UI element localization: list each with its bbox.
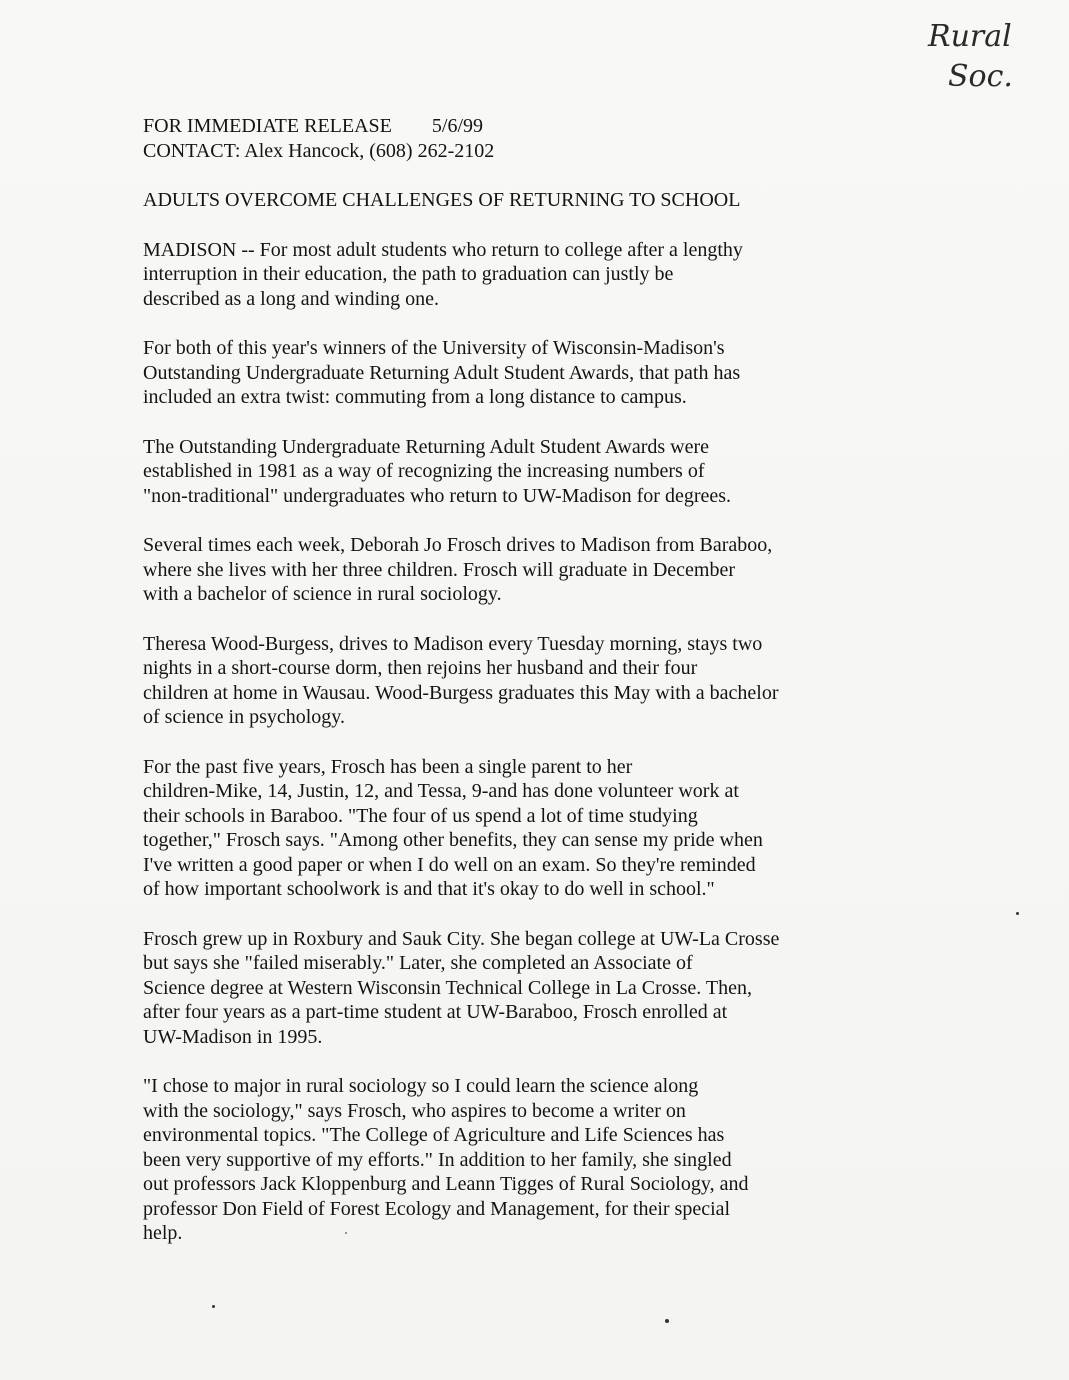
release-header bbox=[143, 114, 843, 163]
text-line: children at home in Wausau. Wood-Burgess graduates this May with a bachelor bbox=[143, 681, 779, 704]
text-line: For both of this year's winners of the University of Wisconsin-Madison's bbox=[143, 337, 725, 359]
release-label: FOR IMMEDIATE RELEASE bbox=[143, 115, 392, 137]
scan-speck bbox=[1016, 912, 1019, 915]
text-line: Theresa Wood-Burgess, drives to Madison every Tuesday morning, stays two bbox=[143, 632, 763, 655]
text-line: Frosch grew up in Roxbury and Sauk City. She began college at UW-La Crosse bbox=[143, 927, 780, 950]
text-line: I've written a good paper or when I do well on an exam. So they're reminded bbox=[143, 853, 756, 876]
release-line bbox=[143, 114, 843, 139]
text-line: after four years as a part-time student at UW-Baraboo, Frosch enrolled at bbox=[143, 1001, 728, 1023]
scan-speck bbox=[665, 1319, 669, 1323]
text-line: UW-Madison in 1995. bbox=[143, 1025, 323, 1048]
text-line: of science in psychology. bbox=[143, 706, 345, 728]
text-line: The Outstanding Undergraduate Returning Adult Student Awards were bbox=[143, 435, 710, 458]
text-line: environmental topics. "The College of Agriculture and Life Sciences has bbox=[143, 1124, 725, 1146]
text-line: MADISON -- For most adult students who return to college after a lengthy bbox=[143, 238, 743, 261]
text-line: their schools in Baraboo. "The four of us spend a lot of time studying bbox=[143, 804, 698, 827]
scan-speck bbox=[345, 1232, 347, 1234]
text-line: together," Frosch says. "Among other benefits, they can sense my pride when bbox=[143, 829, 763, 851]
text-line: For the past five years, Frosch has been a single parent to her bbox=[143, 755, 633, 778]
text-line: nights in a short-course dorm, then rejoins her husband and their four bbox=[143, 657, 698, 679]
headline: ADULTS OVERCOME CHALLENGES OF RETURNING TO SCHOOL bbox=[143, 189, 741, 211]
paragraph-4 bbox=[143, 533, 843, 607]
paragraph-3 bbox=[143, 435, 843, 509]
text-line: where she lives with her three children. Frosch will graduate in December bbox=[143, 558, 736, 581]
paragraph-8 bbox=[143, 1074, 843, 1246]
press-release-body bbox=[143, 114, 843, 1271]
text-line: with a bachelor of science in rural sociology. bbox=[143, 583, 502, 605]
text-line: out professors Jack Kloppenburg and Leann Tigges of Rural Sociology, and bbox=[143, 1173, 749, 1195]
text-line: Outstanding Undergraduate Returning Adult Student Awards, that path has bbox=[143, 361, 741, 384]
paragraph-1 bbox=[143, 238, 843, 312]
text-line: professor Don Field of Forest Ecology and Management, for their special bbox=[143, 1197, 731, 1220]
text-line: with the sociology," says Frosch, who aspires to become a writer on bbox=[143, 1099, 686, 1122]
handwritten-annotation-drawing bbox=[918, 14, 1048, 104]
paragraph-6 bbox=[143, 755, 843, 902]
text-line: "non-traditional" undergraduates who return to UW-Madison for degrees. bbox=[143, 484, 732, 507]
paragraph-2 bbox=[143, 336, 843, 410]
text-line: included an extra twist: commuting from a long distance to campus. bbox=[143, 386, 687, 408]
text-line: established in 1981 as a way of recognizing the increasing numbers of bbox=[143, 460, 705, 482]
scan-speck bbox=[212, 1305, 215, 1308]
paragraph-7 bbox=[143, 927, 843, 1050]
text-line: children-Mike, 14, Justin, 12, and Tessa, 9-and has done volunteer work at bbox=[143, 780, 739, 802]
text-line: been very supportive of my efforts." In addition to her family, she singled bbox=[143, 1148, 732, 1171]
text-line: "I chose to major in rural sociology so I could learn the science along bbox=[143, 1075, 699, 1097]
text-line: interruption in their education, the path to graduation can justly be bbox=[143, 263, 674, 285]
text-line: Science degree at Western Wisconsin Technical College in La Crosse. Then, bbox=[143, 976, 752, 999]
release-date: 5/6/99 bbox=[431, 115, 484, 137]
text-line: but says she "failed miserably." Later, she completed an Associate of bbox=[143, 952, 693, 974]
annotation-line-2: Soc. bbox=[948, 59, 1013, 94]
paragraph-5 bbox=[143, 632, 843, 730]
text-line: of how important schoolwork is and that it's okay to do well in school." bbox=[143, 878, 715, 900]
text-line: described as a long and winding one. bbox=[143, 287, 440, 310]
text-line: help. bbox=[143, 1222, 183, 1244]
text-line: Several times each week, Deborah Jo Frosch drives to Madison from Baraboo, bbox=[143, 534, 773, 556]
handwritten-annotation bbox=[918, 14, 1048, 104]
annotation-line-1: Rural bbox=[928, 19, 1012, 54]
contact-line: CONTACT: Alex Hancock, (608) 262-2102 bbox=[143, 139, 495, 162]
